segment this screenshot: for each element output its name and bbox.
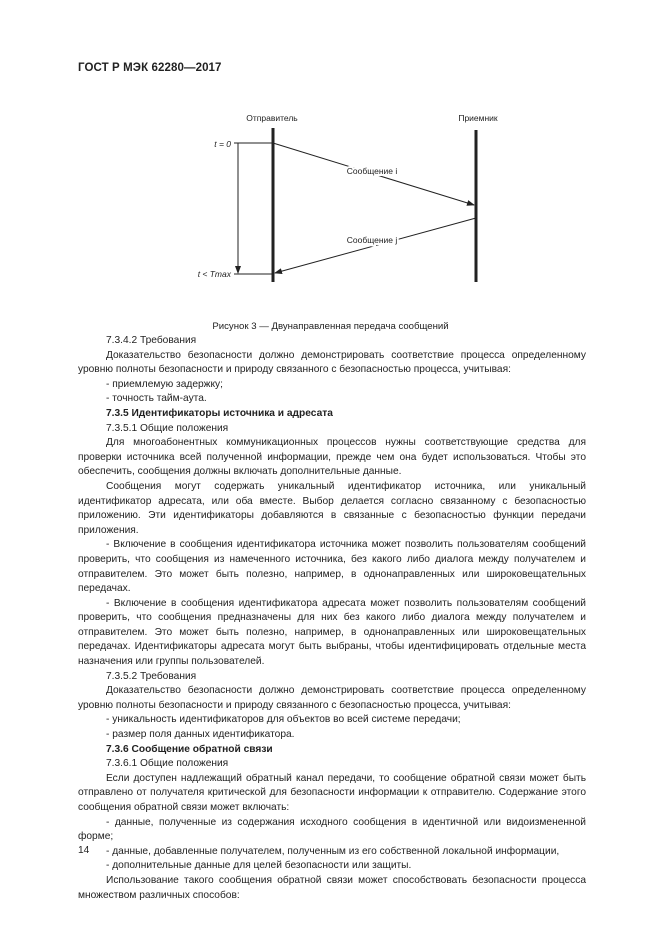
message-j-arrow [275,218,476,273]
sender-label: Отправитель [246,113,298,123]
message-j-label: Сообщение j [346,235,398,245]
list-item: - данные, добавленные получателем, полученным из его собственной локальной информации, [106,845,560,857]
list-item: - приемлемую задержку; [106,378,223,390]
t-start-label: t = 0 [214,139,231,149]
list-item: - данные, полученные из содержания исходного сообщения в идентичной или видоизмененной форме; [78,816,586,843]
section-7352-heading: 7.3.5.2 Требования [106,670,197,682]
paragraph: Использование такого сообщения обратной связи может способствовать безопасности процесса множеством различных способов: [78,874,586,901]
list-item: - размер поля данных идентификатора. [106,729,295,741]
paragraph: Доказательство безопасности должно демонстрировать соответствие процесса определенному уровню полноты безопасности и природу связанного с безопасностью процесса, учитывая: [78,685,586,711]
t-end-label: t < Tmax [197,269,231,279]
section-736-heading: 7.3.6 Сообщение обратной связи [106,743,273,755]
figure-caption: Рисунок 3 — Двунаправленная передача сообщений [212,321,449,332]
paragraph: Если доступен надлежащий обратный канал передачи, то сообщение обратной связи может быть отправлено от получателя критической для безопасности информации к отправителю. Содержание этого сообщения обратной связи может включать: [78,772,586,813]
receiver-label: Приемник [458,113,498,123]
paragraph: Для многоабонентных коммуникационных процессов нужны соответствующие средства для проверки источника всей полученной информации, прежде чем она будет использоваться. Чтобы это обеспечить, сообщения должны включать дополнительные данные. [78,437,586,478]
section-735-heading: 7.3.5 Идентификаторы источника и адресата [106,407,333,419]
sequence-diagram-svg [0,100,661,300]
document-header: ГОСТ Р МЭК 62280—2017 [78,62,222,74]
paragraph: Сообщения могут содержать уникальный идентификатор источника, или уникальный идентификатор адресата, или оба вместе. Выбор делается согласно связанному с безопасностью приложению. Эти идентификаторы добавляются в связанные с безопасностью функции передачи приложения. [78,480,586,536]
body-text [78,334,586,903]
list-item: - точность тайм-аута. [106,393,207,405]
sequence-diagram [0,100,661,300]
section-7361-heading: 7.3.6.1 Общие положения [106,758,229,770]
list-item: - дополнительные данные для целей безопасности или защиты. [106,860,412,872]
section-7351-heading: 7.3.5.1 Общие положения [106,422,229,434]
list-item: - уникальность идентификаторов для объектов во всей системе передачи; [106,714,461,726]
paragraph: - Включение в сообщения идентификатора источника может позволить пользователям сообщений проверить, что сообщения из намеченного источника, без какого либо диалога между получателем и отправителем. Это может быть полезно, например, в однонаправленных или широковещательных передачах. [78,539,586,595]
page-number: 14 [78,845,90,856]
paragraph: Доказательство безопасности должно демонстрировать соответствие процесса определенному уровню полноты безопасности и природу связанного с безопасностью процесса, учитывая: [78,349,586,376]
message-i-label: Сообщение i [346,166,398,176]
section-7342-heading: 7.3.4.2 Требования [106,335,197,346]
paragraph: - Включение в сообщения идентификатора адресата может позволить пользователям сообщений проверить, что сообщения предназначены для них без какого либо диалога между получателем и отправителем. Это может быть полезно, например, в однонаправленных или широковещательных передачах. Идентификаторы адресата могут быть выбраны, чтобы идентифицировать отдельные места назначения или группы пользователей. [78,597,586,668]
